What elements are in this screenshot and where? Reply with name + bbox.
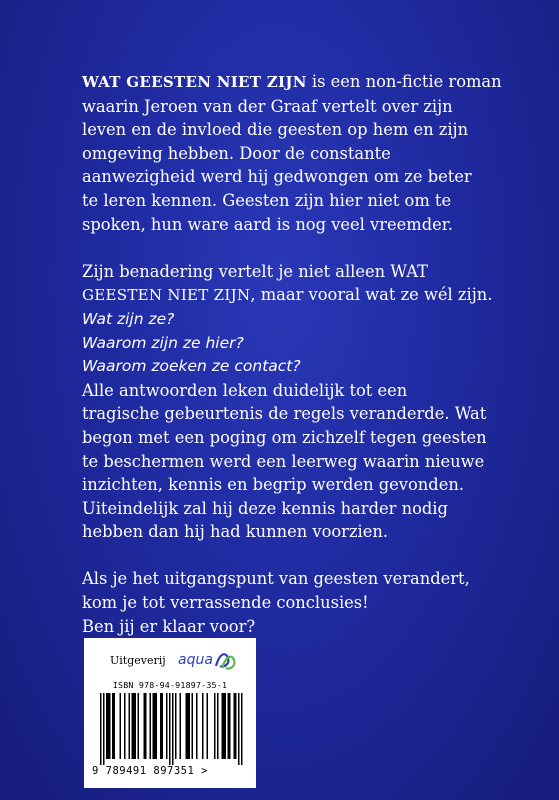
barcode-bar xyxy=(222,693,224,759)
barcode-bar xyxy=(112,693,114,759)
blurb-line xyxy=(82,283,532,308)
barcode-bar xyxy=(124,693,126,759)
ean-digits: 9 789491 897351 > xyxy=(92,765,208,777)
blurb-line: Alle antwoorden leken duidelijk tot een xyxy=(82,380,408,400)
barcode-bar xyxy=(223,693,225,759)
blurb-line: Uiteindelijk zal hij deze kennis harder nodig xyxy=(82,498,448,518)
barcode-bar xyxy=(145,693,147,759)
blurb-line: inzichten, kennis en begrip werden gevonden. xyxy=(82,475,465,495)
blurb-line: Zijn benadering vertelt je niet alleen WAT xyxy=(82,261,428,281)
barcode-bar xyxy=(217,693,219,759)
barcode-bar xyxy=(189,693,191,759)
barcode-bar xyxy=(207,693,209,759)
barcode-bar xyxy=(160,693,162,759)
barcode-bar xyxy=(175,693,177,759)
barcode-bar xyxy=(172,693,174,765)
barcode-bar xyxy=(225,693,227,759)
blurb-line: tragische gebeurtenis de regels veranderde. Wat xyxy=(82,404,487,424)
barcode-bar xyxy=(132,693,134,759)
barcode-bar xyxy=(138,693,140,759)
barcode-bar xyxy=(109,693,111,759)
barcode-bar xyxy=(238,693,240,765)
blurb-line: te beschermen werd een leerweg waarin nieuwe xyxy=(82,451,485,471)
barcode-bar xyxy=(103,693,105,765)
barcode-bar xyxy=(133,693,135,759)
blurb-line: Ben jij er klaar voor? xyxy=(82,616,256,636)
blurb-text: is een non-fictie roman xyxy=(306,72,502,91)
blurb-text: , maar vooral wat ze wél zijn. xyxy=(250,285,493,305)
barcode-bar xyxy=(114,693,116,759)
barcode-bar xyxy=(106,693,108,759)
blurb-line: aanwezigheid werd hij gedwongen om ze beter xyxy=(82,167,472,187)
blurb-line xyxy=(82,70,532,95)
publisher-logo-text: aqua xyxy=(177,652,213,668)
barcode-bar xyxy=(166,693,168,759)
barcode-bar xyxy=(150,693,152,759)
barcode-bar xyxy=(156,693,158,759)
barcode-bar xyxy=(153,693,155,759)
barcode-bar xyxy=(192,693,194,759)
barcode-bar xyxy=(196,693,198,759)
book-title-inline: WAT GEESTEN NIET ZIJN xyxy=(82,73,307,91)
barcode-bar xyxy=(186,693,188,759)
barcode-bar xyxy=(135,693,137,759)
paragraph-gap xyxy=(82,236,532,260)
barcode-bar xyxy=(228,693,230,759)
blurb-line: begon met een poging om zichzelf tegen geesten xyxy=(82,427,487,447)
question-line: Wat zijn ze? xyxy=(82,309,175,328)
barcode-bar xyxy=(169,693,171,765)
barcode-bar xyxy=(108,693,110,759)
book-title-inline: GEESTEN NIET ZIJN xyxy=(82,286,251,305)
publisher-logo-icon xyxy=(176,646,238,674)
publisher-row xyxy=(92,644,248,676)
question-line: Waarom zoeken ze contact? xyxy=(82,357,301,376)
barcode-panel xyxy=(84,638,256,788)
barcode-bar xyxy=(187,693,189,759)
publisher-label: Uitgeverij xyxy=(110,653,166,667)
blurb-line: Als je het uitgangspunt van geesten verandert, xyxy=(82,569,470,589)
barcode-bar xyxy=(162,693,164,759)
blurb-line: leven en de invloed die geesten op hem en zijn xyxy=(82,120,469,140)
blurb-line: waarin Jeroen van der Graaf vertelt over zijn xyxy=(82,96,453,116)
blurb-line: omgeving hebben. Door de constante xyxy=(82,143,391,163)
barcode-bar xyxy=(229,693,231,759)
barcode-bar xyxy=(234,693,236,759)
blurb-line: kom je tot verrassende conclusies! xyxy=(82,593,369,613)
blurb-line: te leren kennen. Geesten zijn hier niet om te xyxy=(82,190,452,210)
barcode-bar xyxy=(180,693,182,759)
barcode-bar xyxy=(241,693,243,765)
back-cover-blurb xyxy=(82,70,532,638)
barcode-bar xyxy=(120,693,122,759)
barcode-bar xyxy=(100,693,102,765)
barcode-bar xyxy=(214,693,216,759)
blurb-line: spoken, hun ware aard is nog veel vreemder. xyxy=(82,214,453,234)
barcode-bar xyxy=(202,693,204,759)
barcode-bar xyxy=(144,693,146,759)
barcode-bar xyxy=(154,693,156,759)
blurb-line: hebben dan hij had kunnen voorzien. xyxy=(82,522,389,542)
paragraph-gap xyxy=(82,544,532,568)
ean-barcode-icon xyxy=(92,693,248,765)
question-line: Waarom zijn ze hier? xyxy=(82,333,244,352)
barcode-bar xyxy=(129,693,131,759)
barcode-bar xyxy=(235,693,237,759)
isbn-text: ISBN 978-94-91897-35-1 xyxy=(112,680,228,690)
